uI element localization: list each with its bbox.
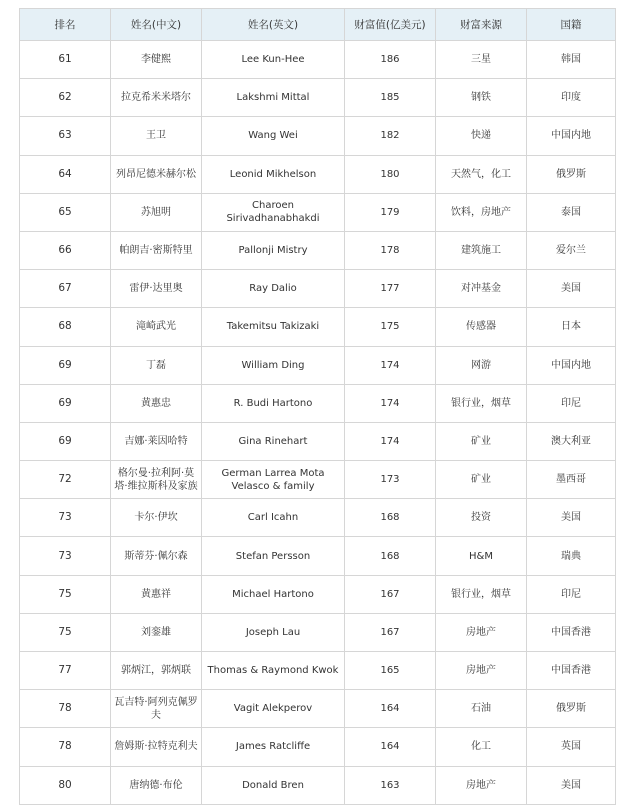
name-cn-cell: 唐纳德·布伦: [111, 766, 202, 804]
name-en-cell: Joseph Lau: [202, 613, 345, 651]
wealth-cell: 185: [345, 79, 436, 117]
wealth-cell: 182: [345, 117, 436, 155]
name-en-cell: Takemitsu Takizaki: [202, 308, 345, 346]
table-header-row: [20, 9, 616, 41]
country-cell: 澳大利亚: [527, 422, 616, 460]
source-cell: 天然气，化工: [436, 155, 527, 193]
country-cell: 美国: [527, 270, 616, 308]
source-cell: 银行业，烟草: [436, 384, 527, 422]
source-cell: 房地产: [436, 652, 527, 690]
wealth-cell: 168: [345, 499, 436, 537]
wealth-cell: 173: [345, 461, 436, 499]
name-en-cell: Stefan Persson: [202, 537, 345, 575]
rank-cell: 67: [20, 270, 111, 308]
name-cn-cell: 李健熙: [111, 41, 202, 79]
wealth-cell: 165: [345, 652, 436, 690]
rank-cell: 65: [20, 193, 111, 231]
source-cell: 石油: [436, 690, 527, 728]
source-cell: 矿业: [436, 422, 527, 460]
header-country: 国籍: [527, 9, 616, 41]
country-cell: 日本: [527, 308, 616, 346]
wealth-cell: 174: [345, 384, 436, 422]
rich-list-table-container: [19, 8, 615, 805]
table-row: [20, 652, 616, 690]
name-cn-cell: 黄惠祥: [111, 575, 202, 613]
country-cell: 爱尔兰: [527, 231, 616, 269]
rank-cell: 77: [20, 652, 111, 690]
rank-cell: 78: [20, 728, 111, 766]
rank-cell: 72: [20, 461, 111, 499]
source-cell: 快递: [436, 117, 527, 155]
rank-cell: 78: [20, 690, 111, 728]
name-cn-cell: 詹姆斯·拉特克利夫: [111, 728, 202, 766]
name-en-cell: Wang Wei: [202, 117, 345, 155]
name-en-cell: Pallonji Mistry: [202, 231, 345, 269]
rank-cell: 69: [20, 384, 111, 422]
wealth-cell: 167: [345, 575, 436, 613]
rank-cell: 69: [20, 422, 111, 460]
table-row: [20, 766, 616, 804]
name-cn-cell: 刘銮雄: [111, 613, 202, 651]
rank-cell: 75: [20, 613, 111, 651]
wealth-cell: 174: [345, 422, 436, 460]
name-cn-cell: 斯蒂芬·佩尔森: [111, 537, 202, 575]
rank-cell: 75: [20, 575, 111, 613]
header-name-cn: 姓名(中文): [111, 9, 202, 41]
name-en-cell: James Ratcliffe: [202, 728, 345, 766]
name-en-cell: Donald Bren: [202, 766, 345, 804]
wealth-cell: 177: [345, 270, 436, 308]
country-cell: 印度: [527, 79, 616, 117]
source-cell: 房地产: [436, 766, 527, 804]
name-cn-cell: 拉克希米米塔尔: [111, 79, 202, 117]
rank-cell: 73: [20, 537, 111, 575]
country-cell: 英国: [527, 728, 616, 766]
name-cn-cell: 王卫: [111, 117, 202, 155]
header-rank: 排名: [20, 9, 111, 41]
rank-cell: 62: [20, 79, 111, 117]
source-cell: 三星: [436, 41, 527, 79]
table-row: [20, 346, 616, 384]
name-cn-cell: 帕朗吉·密斯特里: [111, 231, 202, 269]
wealth-cell: 186: [345, 41, 436, 79]
country-cell: 中国内地: [527, 346, 616, 384]
table-row: [20, 79, 616, 117]
table-row: [20, 193, 616, 231]
name-en-cell: Lakshmi Mittal: [202, 79, 345, 117]
rank-cell: 69: [20, 346, 111, 384]
table-row: [20, 613, 616, 651]
name-en-cell: William Ding: [202, 346, 345, 384]
country-cell: 美国: [527, 766, 616, 804]
table-row: [20, 499, 616, 537]
wealth-cell: 174: [345, 346, 436, 384]
wealth-cell: 180: [345, 155, 436, 193]
name-cn-cell: 郭炳江，郭炳联: [111, 652, 202, 690]
name-cn-cell: 瓦吉特·阿列克佩罗夫: [111, 690, 202, 728]
rich-list-table: [19, 8, 616, 805]
name-cn-cell: 滝崎武光: [111, 308, 202, 346]
country-cell: 墨西哥: [527, 461, 616, 499]
name-cn-cell: 列昂尼德米赫尔松: [111, 155, 202, 193]
name-en-cell: Vagit Alekperov: [202, 690, 345, 728]
country-cell: 美国: [527, 499, 616, 537]
country-cell: 韩国: [527, 41, 616, 79]
header-wealth: 财富值(亿美元): [345, 9, 436, 41]
table-row: [20, 308, 616, 346]
country-cell: 中国香港: [527, 652, 616, 690]
name-en-cell: Leonid Mikhelson: [202, 155, 345, 193]
table-row: [20, 728, 616, 766]
wealth-cell: 168: [345, 537, 436, 575]
rank-cell: 64: [20, 155, 111, 193]
header-name-en: 姓名(英文): [202, 9, 345, 41]
wealth-cell: 164: [345, 728, 436, 766]
header-source: 财富来源: [436, 9, 527, 41]
table-row: [20, 155, 616, 193]
wealth-cell: 164: [345, 690, 436, 728]
table-row: [20, 384, 616, 422]
country-cell: 俄罗斯: [527, 155, 616, 193]
country-cell: 印尼: [527, 575, 616, 613]
name-cn-cell: 卡尔·伊坎: [111, 499, 202, 537]
wealth-cell: 163: [345, 766, 436, 804]
table-row: [20, 690, 616, 728]
name-cn-cell: 苏旭明: [111, 193, 202, 231]
country-cell: 俄罗斯: [527, 690, 616, 728]
source-cell: 矿业: [436, 461, 527, 499]
name-cn-cell: 黄惠忠: [111, 384, 202, 422]
source-cell: H&M: [436, 537, 527, 575]
name-en-cell: Ray Dalio: [202, 270, 345, 308]
table-row: [20, 41, 616, 79]
wealth-cell: 175: [345, 308, 436, 346]
rank-cell: 61: [20, 41, 111, 79]
wealth-cell: 167: [345, 613, 436, 651]
name-cn-cell: 丁磊: [111, 346, 202, 384]
table-row: [20, 270, 616, 308]
table-row: [20, 231, 616, 269]
source-cell: 投资: [436, 499, 527, 537]
source-cell: 对冲基金: [436, 270, 527, 308]
source-cell: 银行业，烟草: [436, 575, 527, 613]
rank-cell: 68: [20, 308, 111, 346]
table-row: [20, 422, 616, 460]
name-cn-cell: 雷伊·达里奥: [111, 270, 202, 308]
wealth-cell: 179: [345, 193, 436, 231]
country-cell: 印尼: [527, 384, 616, 422]
country-cell: 瑞典: [527, 537, 616, 575]
source-cell: 钢铁: [436, 79, 527, 117]
country-cell: 泰国: [527, 193, 616, 231]
source-cell: 传感器: [436, 308, 527, 346]
rank-cell: 73: [20, 499, 111, 537]
source-cell: 建筑施工: [436, 231, 527, 269]
rank-cell: 66: [20, 231, 111, 269]
name-en-cell: Carl Icahn: [202, 499, 345, 537]
name-cn-cell: 吉娜·莱因哈特: [111, 422, 202, 460]
table-row: [20, 461, 616, 499]
table-row: [20, 537, 616, 575]
rank-cell: 80: [20, 766, 111, 804]
table-row: [20, 575, 616, 613]
country-cell: 中国香港: [527, 613, 616, 651]
country-cell: 中国内地: [527, 117, 616, 155]
source-cell: 房地产: [436, 613, 527, 651]
name-en-cell: Thomas & Raymond Kwok: [202, 652, 345, 690]
name-cn-cell: 格尔曼·拉利阿·莫塔·维拉斯科及家族: [111, 461, 202, 499]
source-cell: 化工: [436, 728, 527, 766]
name-en-cell: German Larrea Mota Velasco & family: [202, 461, 345, 499]
rank-cell: 63: [20, 117, 111, 155]
table-body: [20, 41, 616, 805]
wealth-cell: 178: [345, 231, 436, 269]
name-en-cell: Gina Rinehart: [202, 422, 345, 460]
source-cell: 网游: [436, 346, 527, 384]
name-en-cell: Michael Hartono: [202, 575, 345, 613]
name-en-cell: Charoen Sirivadhanabhakdi: [202, 193, 345, 231]
source-cell: 饮料，房地产: [436, 193, 527, 231]
table-row: [20, 117, 616, 155]
name-en-cell: R. Budi Hartono: [202, 384, 345, 422]
name-en-cell: Lee Kun-Hee: [202, 41, 345, 79]
